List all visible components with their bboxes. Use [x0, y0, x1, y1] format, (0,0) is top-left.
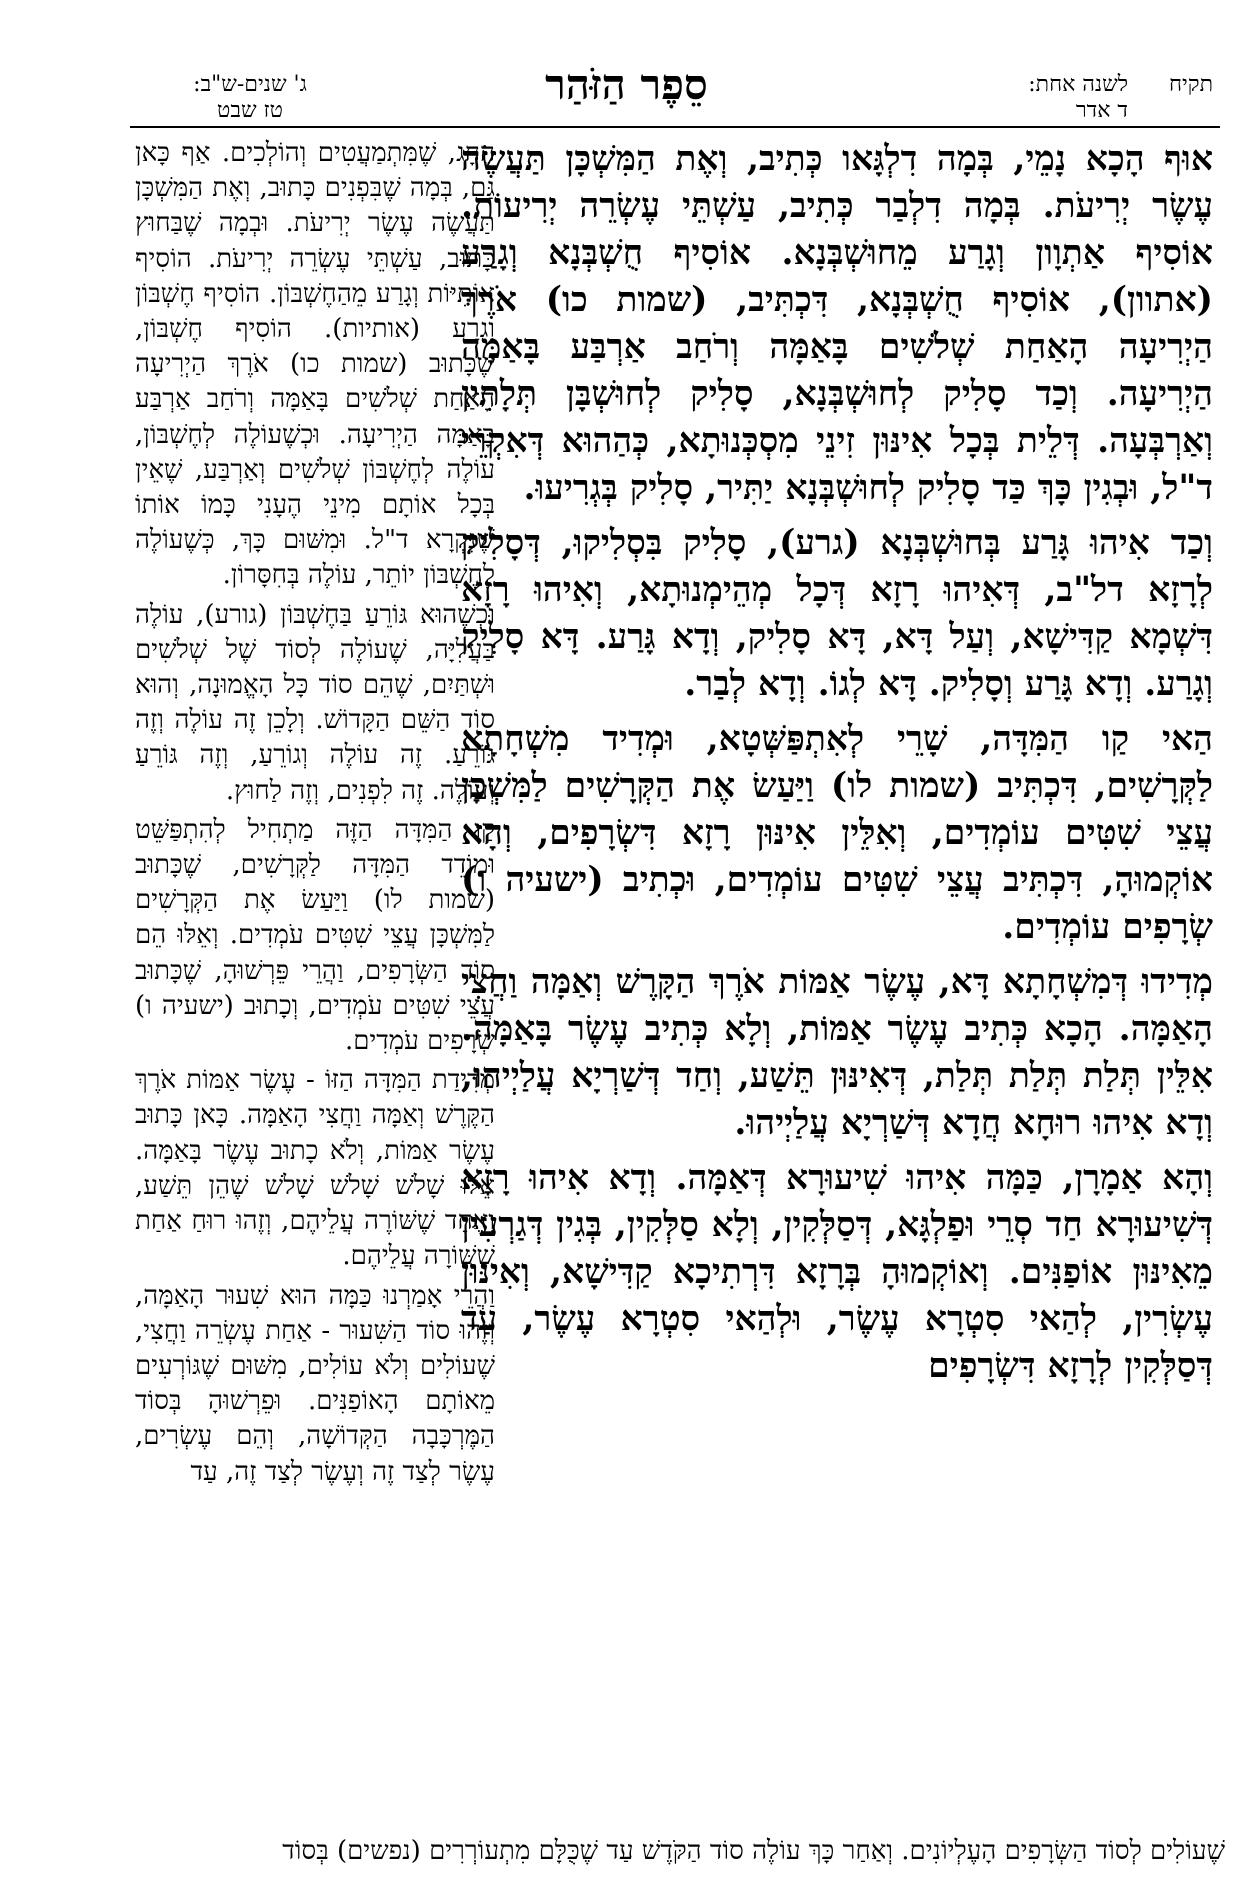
header-left — [140, 72, 360, 124]
bottom-continuation-line: שֶׁעוֹלִים לְסוֹד הַשְּׂרָפִים הָעֶלְיוֹנִים. וְאַחַר כָּךְ עוֹלֶה סוֹד הַקֹּדֶשׁ עַד שֶׁכֻּלָּם מִתְעוֹרְרִים (נפשים) בְּסוֹד — [282, 1836, 1225, 1866]
main-paragraph: אוּף הָכָא נָמֵי, בְּמָה דִלְגָּאו כְּתִיב, וְאֶת הַמִּשְׁכָּן תַּעֲשֶׂה עֶשֶׂר יְרִיעֹת. בְּמָה דִלְבַר כְּתִיב, עַשְׁתֵּי עֶשְׂרֵה יְרִיעוֹת. אוֹסִיף אַתְוָון וְגָרַע מֵחוּשְׁבְּנָא. אוֹסִיף חֻשְׁבְּנָא וְגָרַע (אתוון), אוֹסִיף חֻשְׁבְּנָא, דִּכְתִּיב, (שמות כו) אֹרֶךְ הַיְרִיעָה הָאַחַת שְׁלֹשִׁים בָּאַמָּה וְרֹחַב אַרְבַּע בָּאַמָּה הַיְרִיעָה. וְכַד סָלִיק לְחוּשְׁבְּנָא, סָלִיק לְחוּשְׁבָּן תְּלָתִין וְאַרְבְּעָה. דְּלֵית בְּכָל אִינּוּן זִינֵי מִסְכְּנוּתָא, כְּהַהוּא דְּאִקְרֵי ד"ל, וּבְגִין כָּךְ כַּד סָלִיק לְחוּשְׁבְּנָא יַתִּיר, סָלִיק בְּגְרִיעוּ. — [461, 139, 1213, 508]
one-year-date: ד אדר — [1075, 98, 1128, 123]
main-paragraph: הַאי קַו הַמִּדָּה, שָׁרֵי לְאִתְפַּשְּׁטָא, וּמְדִיד מִשְׁחָתָא לַקְּרָשִׁים, דִּכְתִּיב (שמות לו) וַיַּעַשׂ אֶת הַקְּרָשִׁים לַמִּשְׁכָּן עֲצֵי שִׁטִּים עוֹמְדִים, וְאִלֵּין אִינּוּן רָזָא דִּשְׂרָפִים, וְהָא אוֹקְמוּהָ, דִּכְתִּיב עֲצֵי שִׁטִּים עוֹמְדִים, וּכְתִיב (ישעיה ו) שְׂרָפִים עוֹמְדִים. — [461, 719, 1213, 947]
header-divider — [130, 126, 1220, 128]
side-paragraph: קַו הַמִּדָּה הַזֶּה מַתְחִיל לְהִתְפַּשֵּׁט וּמוֹדֵד הַמִּדָּה לַקְּרָשִׁים, שֶׁכָּתוּב (שמות לו) וַיַּעַשׂ אֶת הַקְּרָשִׁים לַמִּשְׁכָּן עֲצֵי שִׁטִּים עֹמְדִים. וְאֵלּוּ הֵם סוֹד הַשְּׂרָפִים, וַהֲרֵי פֵּרְשׁוּהָ, שֶׁכָּתוּב עֲצֵי שִׁטִּים עֹמְדִים, וְכָתוּב (ישעיה ו) שְׂרָפִים עֹמְדִים. — [135, 814, 495, 1057]
side-paragraph: מְדִידַת הַמִּדָּה הַזּוֹ - עֶשֶׂר אַמּוֹת אֹרֶךְ הַקֶּרֶשׁ וְאַמָּה וַחֲצִי הָאַמָּה. כָּאן כָּתוּב עֶשֶׂר אַמּוֹת, וְלֹא כָתוּב עֶשֶׂר בָּאַמָּה. אֵלּוּ שָׁלֹשׁ שָׁלֹשׁ שָׁלֹשׁ שֶׁהֵן תֵּשַׁע, וְאֶחָד שֶׁשּׁוֹרֶה עֲלֵיהֶם, וְזֶהוּ רוּחַ אַחַת שֶׁשּׁוֹרָה עֲלֵיהֶם. — [135, 1065, 495, 1272]
side-paragraph: הֶחָג, שֶׁמִּתְמַעֲטִים וְהוֹלְכִים. אַף כָּאן גַּם, בְּמָה שֶׁבִּפְנִים כָּתוּב, וְאֶת הַמִּשְׁכָּן תַּעֲשֶׂה עֶשֶׂר יְרִיעֹת. וּבְמָה שֶׁבַּחוּץ כָּתוּב, עַשְׁתֵּי עֶשְׂרֵה יְרִיעֹת. הוֹסִיף אוֹתִיּוֹת וְגָרַע מֵהַחֶשְׁבּוֹן. הוֹסִיף חֶשְׁבּוֹן וְגָרַע (אותיות). הוֹסִיף חֶשְׁבּוֹן, שֶׁכָּתוּב (שמות כו) אֹרֶךְ הַיְרִיעָה הָאַחַת שְׁלֹשִׁים בָּאַמָּה וְרֹחַב אַרְבַּע בָּאַמָּה הַיְרִיעָה. וּכְשֶׁעוֹלֶה לְחֶשְׁבּוֹן, עוֹלֶה לְחֶשְׁבּוֹן שְׁלֹשִׁים וְאַרְבַּע, שֶׁאֵין בְּכָל אוֹתָם מִינֵי הֶעָנִי כָּמוֹ אוֹתוֹ שֶׁנִּקְרָא ד"ל. וּמִשּׁוּם כָּךְ, כְּשֶׁעוֹלֶה לְחֶשְׁבּוֹן יוֹתֵר, עוֹלֶה בְּחִסָּרוֹן. — [135, 138, 495, 591]
translation-column — [135, 136, 495, 1494]
main-paragraph: וְכַד אִיהוּ גָּרַע בְּחוּשְׁבְּנָא (גרע), סָלִיק בִּסְלִיקוּ, דְּסָלִיק לְרָזָא דל"ב, דְּאִיהוּ רָזָא דְּכָל מְהֵימְנוּתָא, וְאִיהוּ רָזָא דִּשְׁמָא קַדִּישָׁא, וְעַל דָּא, דָּא סָלִיק, וְדָא גָּרַע. דָּא סָלִיק וְגָרַע. וְדָא גָּרַע וְסָלִיק. דָּא לְגוֹ. וְדָא לְבַר. — [461, 523, 1213, 704]
three-year-date: טז שבט — [217, 98, 283, 123]
one-year-label: לשנה אחת: — [1028, 72, 1128, 97]
main-aramaic-column — [461, 136, 1213, 1398]
main-paragraph: מְדִידוּ דְּמִשְׁחָתָא דָּא, עֶשֶׂר אַמּוֹת אֹרֶךְ הַקָּרֶשׁ וְאַמָּה וַחֲצִי הָאַמָּה. הָכָא כְּתִיב עֶשֶׂר אַמּוֹת, וְלָא כְּתִיב עֶשֶׂר בָּאַמָּה. אִלֵּין תְּלַת תְּלַת תְּלַת, דְּאִינּוּן תֵּשַׁע, וְחַד דְּשַׁרְיָא עֲלַיְיהוּ, וְדָא אִיהוּ רוּחָא חֲדָא דְּשַׁרְיָא עֲלַיְיהוּ. — [461, 962, 1213, 1143]
three-year-label: ג' שנים-ש"ב: — [193, 72, 307, 97]
main-paragraph: וְהָא אַמָרָן, כַּמָּה אִיהוּ שִׁיעוּרָא דְּאַמָּה. וְדָא אִיהוּ רָזָא דְּשִׁיעוּרָא חַד סְרֵי וּפַלְגָּא, דְּסַלְּקִין, וְלָא סַלְּקִין, בְּגִין דְּגַרְעִין מֵאִינּוּן אוֹפַנִּים. וְאוֹקְמוּהָ בְּרָזָא דִּרְתִיכָא קַדִּישָׁא, וְאִינּוּן עֶשְׂרִין, לְהַאי סִטְרָא עֶשֶׂר, וּלְהַאי סִטְרָא עֶשֶׂר, עַד דְּסַלְּקִין לְרָזָא דִּשְׂרָפִים — [461, 1158, 1213, 1386]
side-paragraph: וּכְשֶׁהוּא גּוֹרֵעַ בַּחֶשְׁבּוֹן (גורע), עוֹלֶה בַּעֲלִיָּה, שֶׁעוֹלֶה לְסוֹד שֶׁל שְׁלֹשִׁים וּשְׁתַּיִם, שֶׁהֵם סוֹד כָּל הָאֱמוּנָה, וְהוּא סוֹד הַשֵּׁם הַקָּדוֹשׁ. וְלָכֵן זֶה עוֹלֶה וְזֶה גּוֹרֵעַ. זֶה עוֹלֶה וְגוֹרֵעַ, וְזֶה גּוֹרֵעַ וְעוֹלֶה. זֶה לִפְנִים, וְזֶה לַחוּץ. — [135, 599, 495, 806]
side-paragraph: וַהֲרֵי אָמַרְנוּ כַּמָּה הוּא שִׁעוּר הָאַמָּה, וְזֶהוּ סוֹד הַשִּׁעוּר - אַחַת עֶשְׂרֵה וַחֲצִי, שֶׁעוֹלִים וְלֹא עוֹלִים, מִשּׁוּם שֶׁגּוֹרְעִים מֵאוֹתָם הָאוֹפַנִּים. וּפֵרְשׁוּהָ בְּסוֹד הַמֶּרְכָּבָה הַקְּדוֹשָׁה, וְהֵם עֶשְׂרִים, עֶשֶׂר לְצַד זֶה וְעֶשֶׂר לְצַד זֶה, עַד — [135, 1280, 495, 1487]
book-title: סֵפֶר הַזֹּהַר — [545, 60, 708, 109]
takiha-label: תקיח — [1169, 72, 1213, 97]
